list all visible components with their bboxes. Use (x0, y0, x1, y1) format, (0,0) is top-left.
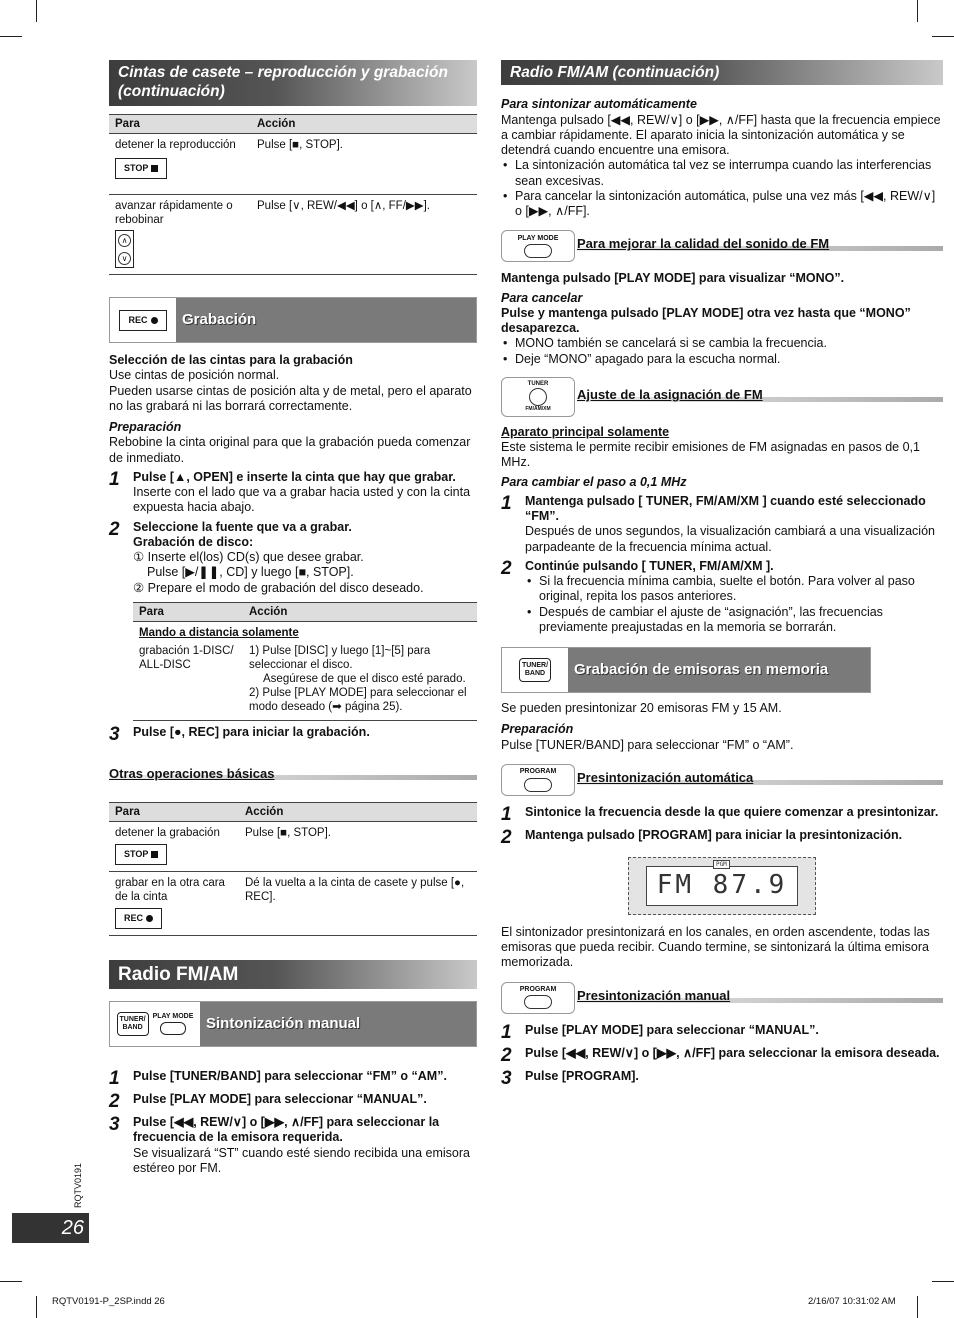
bullet-list: • MONO también se cancelará si se cambia la frecuencia. • Deje “MONO” apagado para la escucha normal. (501, 336, 943, 367)
manual-subheading: PROGRAM Presintonización manual (501, 981, 943, 1015)
step-3: 3 Pulse [PROGRAM]. (501, 1067, 639, 1089)
table-cell: grabación 1-DISC/ ALL-DISC (133, 640, 243, 721)
paragraph: Pulse [TUNER/BAND] para seleccionar “FM” o “AM”. (501, 737, 794, 752)
pgm-indicator: PGM (713, 860, 730, 869)
cassette-table (109, 114, 477, 275)
step-1: 1 Mantenga pulsado [ TUNER, FM/AM/XM ] cuando esté seleccionado “FM”. Después de unos segundos, la visualización cambiará a una visualización parpadeante de la frecuencia mínima actual. (501, 492, 935, 554)
tuner-band-icon: TUNER/ BAND (117, 1012, 149, 1035)
table-row: grabar en la otra cara de la cinta REC Dé la vuelta a la cinta de casete y pulse [●, REC]. (109, 871, 477, 935)
step-3: 3 Pulse [◀◀, REW/∨] o [▶▶, ∧/FF] para seleccionar la frecuencia de la emisora requerida. Se visualizará “ST” cuando esté siendo recibida una emisora estéreo por FM. (109, 1114, 470, 1175)
ajuste-subheading: TUNER FM/AM/XM Ajuste de la asignación de FM (501, 377, 943, 417)
tuner-band-icon: TUNER/ BAND (519, 658, 551, 681)
paragraph: Rebobine la cinta original para que la grabación pueda comenzar de inmediato. (109, 435, 471, 465)
table-row (109, 195, 477, 275)
paragraph: Use cintas de posición normal. (109, 368, 280, 383)
page-number: 26 (12, 1213, 89, 1243)
paragraph: Pueden usarse cintas de posición alta y de metal, pero el aparato no las grabará ni las borrará correctamente. (109, 383, 472, 413)
step-3: 3 Pulse [●, REC] para iniciar la grabación. (109, 723, 370, 745)
crop-mark (36, 0, 37, 22)
step-1: 1 Sintonice la frecuencia desde la que quiere comenzar a presintonizar. (501, 803, 939, 825)
play-mode-icon: PLAY MODE (501, 230, 575, 262)
automatica-subheading: PROGRAM Presintonización automática (501, 763, 943, 797)
crop-mark (932, 1281, 954, 1282)
crop-mark (917, 0, 918, 22)
section-title-grabacion: Grabación (176, 298, 476, 342)
table-cell: Pulse [∨, REW/◀◀] o [∧, FF/▶▶]. (251, 195, 477, 275)
step-1: 1 Pulse [▲, OPEN] e inserte la cinta que hay que grabar. Inserte con el lado que va a grabar hacia usted y con la cinta expuesta hacia abajo. (109, 468, 471, 515)
disc-record-table: Para Acción Mando a distancia solamente grabación 1-DISC/ ALL-DISC 1) Pulse [DISC] y luego [1]~[5] para seleccionar el disco. Asegúrese de que el disco esté parado. 2) Pulse [PLAY MODE] para seleccionar el modo deseado (➡ página 25). (133, 602, 477, 721)
program-icon: PROGRAM (501, 982, 575, 1014)
step-2: 2 Continúe pulsando [ TUNER, FM/AM/XM ]. • Si la frecuencia mínima cambia, suelte el botón. Para volver al paso original, repita los pasos anteriores. • Después de cambiar el ajuste de “asignación”, las frecuencias previamente preajustadas en la memoria se borrarán. (501, 559, 943, 635)
rec-button-icon: REC (115, 908, 162, 929)
section-title-cassette: Cintas de casete – reproducción y grabación (continuación) (109, 60, 477, 106)
lcd-frequency: FM 87.9 (656, 870, 788, 901)
crop-mark (0, 1281, 22, 1282)
section-title-sintonizacion: Sintonización manual (200, 1002, 476, 1046)
paragraph: Pulse y mantenga pulsado [PLAY MODE] otra vez hasta que “MONO” desaparezca. (501, 305, 911, 336)
right-column (501, 60, 943, 1088)
bullet-list: • La sintonización automática tal vez se interrumpa cuando las interferencias sean excesivas. • Para cancelar la sintonización automática, pulse una vez más [◀◀, REW/∨] o [▶▶, ∧/FF]. (501, 158, 943, 219)
crop-mark (932, 36, 954, 37)
table-cell: avanzar rápidamente o rebobinar (115, 200, 233, 227)
grabacion-header (109, 297, 477, 343)
step-2: 2 Pulse [◀◀, REW/∨] o [▶▶, ∧/FF] para seleccionar la emisora deseada. (501, 1044, 940, 1066)
crop-mark (36, 1296, 37, 1318)
paragraph: Este sistema le permite recibir emisiones de FM asignadas en pasos de 0,1 MHz. (501, 440, 920, 470)
footer-datetime: 2/16/07 10:31:02 AM (808, 1296, 896, 1307)
document-code: RQTV0191 (73, 1162, 83, 1208)
paragraph: Mantenga pulsado [◀◀, REW/∨] o [▶▶, ∧/FF] hasta que la frecuencia empiece a cambiar rápidamente. El aparato inicia la sintonización automática y se detendrá cuando encuentre una emisora. (501, 112, 941, 158)
preparation-label: Preparación (501, 722, 574, 737)
memoria-header (501, 647, 871, 693)
step-1: 1 Pulse [TUNER/BAND] para seleccionar “FM” o “AM”. (109, 1068, 447, 1090)
otras-table: Para Acción detener la grabación STOP Pulse [■, STOP]. grabar en la otra cara de la cinta REC Dé la vuelta a la cinta de casete y pulse [●, REC]. (109, 802, 477, 936)
table-row: detener la grabación STOP Pulse [■, STOP]. (109, 821, 477, 871)
table-cell: Pulse [■, STOP]. (251, 134, 477, 195)
table-cell: 1) Pulse [DISC] y luego [1]~[5] para seleccionar el disco. Asegúrese de que el disco esté parado. 2) Pulse [PLAY MODE] para seleccionar el modo deseado (➡ página 25). (243, 640, 477, 721)
preparation-label: Preparación (109, 420, 182, 435)
paragraph: El sintonizador presintonizará en los canales, en orden ascendente, todas las emisoras que pueda recibir. Cuando termine, se sintonizará la última emisora memorizada. (501, 924, 930, 970)
step-2: 2 Pulse [PLAY MODE] para seleccionar “MANUAL”. (109, 1091, 427, 1113)
table-header: Acción (251, 115, 477, 134)
stop-button-icon: STOP (115, 844, 167, 865)
tuner-fm-am-xm-icon: TUNER FM/AM/XM (501, 377, 575, 417)
table-cell: detener la reproducción (115, 139, 236, 152)
section-title-radio-cont: Radio FM/AM (continuación) (501, 60, 943, 85)
paragraph: Se pueden presintonizar 20 emisoras FM y 15 AM. (501, 701, 782, 716)
step-1: 1 Pulse [PLAY MODE] para seleccionar “MANUAL”. (501, 1021, 819, 1043)
program-icon: PROGRAM (501, 764, 575, 796)
step-2: 2 Mantenga pulsado [PROGRAM] para iniciar la presintonización. (501, 826, 903, 848)
auto-tune-label: Para sintonizar automáticamente (501, 97, 697, 112)
rec-button-icon: REC (119, 310, 166, 331)
paragraph: Mantenga pulsado [PLAY MODE] para visualizar “MONO”. (501, 271, 845, 286)
section-title-radio: Radio FM/AM (109, 960, 477, 989)
crop-mark (0, 36, 22, 37)
main-unit-only-label: Aparato principal solamente (501, 424, 670, 439)
cancel-label: Para cancelar (501, 290, 583, 305)
stop-button-icon: STOP (115, 158, 167, 179)
step-2: 2 Seleccione la fuente que va a grabar. Grabación de disco: ① Inserte el(los) CD(s) que desee grabar. Pulse [▶/❚❚, CD] y luego [■, STOP]. ② Prepare el modo de grabación del disco deseado. Para Acción Mando a distancia solamente grabación 1-DISC/ ALL-DISC 1) Pulse [DISC] y luego [1]~[5] para seleccionar el disco. Asegúrese de que el disco esté parado. 2) Pulse [PLAY MODE] para seleccionar el modo deseado (➡ página 25). (109, 520, 477, 721)
footer-file: RQTV0191-P_2SP.indd 26 (52, 1296, 165, 1307)
remote-only-label: Mando a distancia solamente (139, 626, 299, 639)
lcd-display (628, 857, 816, 915)
section-title-memoria: Grabación de emisoras en memoria (568, 648, 870, 692)
table-header: Para (109, 115, 251, 134)
table-row (109, 134, 477, 195)
left-column (109, 60, 477, 1176)
subheading: Selección de las cintas para la grabación (109, 353, 353, 368)
mejorar-subheading: PLAY MODE Para mejorar la calidad del sonido de FM (501, 229, 943, 263)
otras-subheading: Otras operaciones básicas (109, 766, 477, 784)
step-label: Para cambiar el paso a 0,1 MHz (501, 474, 687, 489)
play-mode-icon: PLAY MODE (153, 1013, 194, 1035)
rew-ff-button-icon: ∧ ∨ (115, 230, 134, 268)
sintonizacion-header (109, 1001, 477, 1047)
crop-mark (917, 1296, 918, 1318)
